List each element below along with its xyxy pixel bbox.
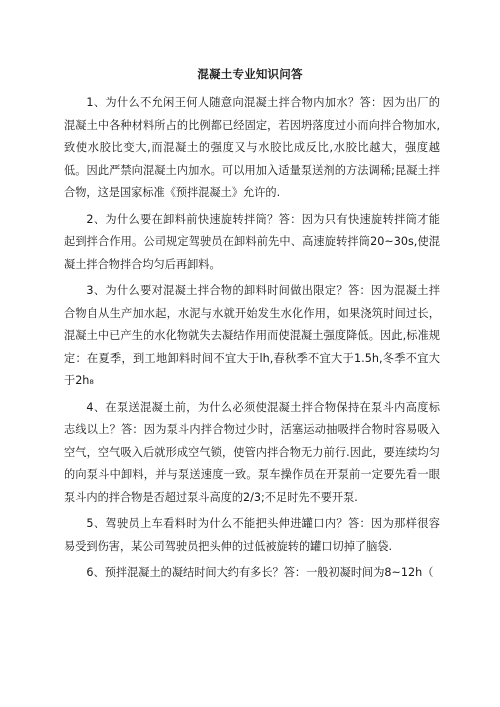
qa-paragraph-3: 3、为什么要对混凝土拌合物的卸料时间做出限定？答：因为混凝土拌合物自从生产加水起，水泥与水就开始发生水化作用，如果浇筑时间过长，混凝土中已产生的水化物就失去凝结作用而使混凝土强度降低。因此,标准规定：在夏季，到工地卸料时间不宜大于lh,春秋季不宜大于1.5h,冬季不宜大于2h₈ (64, 284, 440, 387)
document-body (64, 92, 440, 589)
qa-paragraph-4: 4、在泵送混凝土前，为什么必须使混凝土拌合物保持在泵斗内高度标志线以上？答：因为泵斗内拌合物过少时，活塞运动抽吸拌合物时容易吸入空气，空气吸入后就形成空气锁，使管内拌合物无力前行.因此，要连续均匀的向泵斗中卸料，并与泵送速度一致。泵车操作员在开泵前一定要先看一眼泵斗内的拌合物是否超过泵斗高度的2/3;不足时先不要开泵. (64, 400, 440, 504)
document-title: 混凝土专业知识问答 (197, 67, 303, 81)
qa-paragraph-6: 6、预拌混凝土的凝结时间大约有多长？答：一般初凝时间为8~12h（ (86, 566, 434, 579)
qa-paragraph-2: 2、为什么要在卸料前快速旋转拌筒？答：因为只有快速旋转拌筒才能起到拌合作用。公司规定驾驶员在卸料前先中、高速旋转拌筒20~30s,使混凝土拌合物拌合均匀后再卸料。 (64, 212, 440, 271)
qa-paragraph-5: 5、驾驶员上车看料时为什么不能把头伸进罐口内？答：因为那样很容易受到伤害，某公司驾驶员把头伸的过低被旋转的罐口切掉了脑袋. (64, 517, 440, 553)
qa-paragraph-1: 1、为什么不允闲王何人随意向混凝土拌合物内加水？答：因为出厂的混凝土中各种材料所占的比例都已经固定，若因坍落度过小而向拌合物加水,致使水胶比变大,而混凝土的强度又与水胶比成反比,水胶比越大，强度越低。因此严禁向混凝土内加水。可以用加入适量泵送剂的方法调稀;昆凝土拌合物，这是国家标准《预拌混凝土》允许的. (64, 96, 440, 199)
